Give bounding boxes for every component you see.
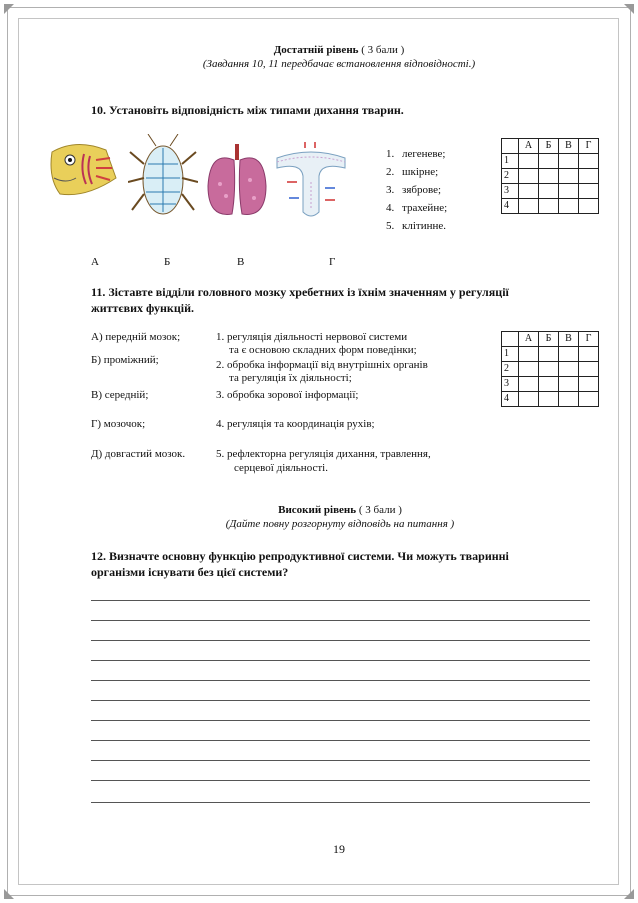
answer-number: 2. bbox=[386, 166, 395, 178]
frame-corner-ornament bbox=[4, 889, 14, 899]
meaning-item-continued: серцевої діяльності. bbox=[234, 462, 328, 474]
frame-corner-ornament bbox=[624, 4, 634, 14]
answer-number: 4. bbox=[386, 202, 395, 214]
task11-question-line2: життєвих функцій. bbox=[91, 301, 194, 315]
answer-line[interactable] bbox=[91, 680, 590, 681]
answer-line[interactable] bbox=[91, 760, 590, 761]
grid-cell[interactable] bbox=[539, 347, 559, 362]
grid-cell[interactable] bbox=[539, 169, 559, 184]
answer-line[interactable] bbox=[91, 720, 590, 721]
answer-line[interactable] bbox=[91, 700, 590, 701]
task12-question-line2: організми існувати без цієї системи? bbox=[91, 565, 289, 579]
insect-trachea-image bbox=[128, 134, 198, 222]
grid-col-header: В bbox=[559, 332, 579, 347]
brain-part-item: Д) довгастий мозок. bbox=[91, 448, 186, 460]
grid-cell[interactable] bbox=[579, 377, 599, 392]
grid-cell[interactable] bbox=[579, 169, 599, 184]
page-number: 19 bbox=[333, 842, 345, 856]
section-medium-points: ( 3 бали ) bbox=[361, 44, 405, 56]
brain-part-item: Г) мозочок; bbox=[91, 418, 146, 430]
section-high-note: (Дайте повну розгорнуту відповідь на питання ) bbox=[225, 518, 455, 530]
task10-answer-item bbox=[386, 184, 441, 196]
grid-cell[interactable] bbox=[559, 154, 579, 169]
grid-cell[interactable] bbox=[519, 362, 539, 377]
grid-cell[interactable] bbox=[559, 347, 579, 362]
grid-cell[interactable] bbox=[559, 184, 579, 199]
section-high-title: Високий рівень bbox=[278, 504, 357, 516]
grid-cell[interactable] bbox=[579, 347, 599, 362]
section-medium-note: (Завдання 10, 11 передбачає встановлення відповідності.) bbox=[202, 58, 476, 70]
task10-answer-grid bbox=[501, 138, 599, 214]
grid-cell[interactable] bbox=[539, 184, 559, 199]
task10-answer-item bbox=[386, 166, 438, 178]
grid-row-header: 2 bbox=[502, 362, 519, 377]
image-label-b: Б bbox=[164, 256, 171, 268]
meaning-item: 5. рефлекторна регуляція дихання, травлення, bbox=[216, 448, 431, 460]
answer-text: трахейне; bbox=[402, 202, 448, 214]
grid-col-header: А bbox=[519, 139, 539, 154]
task12-question-line1: 12. Визначте основну функцію репродуктивної системи. Чи можуть тваринні bbox=[91, 549, 509, 563]
grid-cell[interactable] bbox=[579, 154, 599, 169]
answer-line[interactable] bbox=[91, 802, 590, 803]
grid-cell[interactable] bbox=[559, 377, 579, 392]
grid-col-header: Г bbox=[579, 332, 599, 347]
image-label-a: А bbox=[91, 256, 99, 268]
grid-row-header: 3 bbox=[502, 184, 519, 199]
grid-cell[interactable] bbox=[539, 199, 559, 214]
grid-cell[interactable] bbox=[519, 392, 539, 407]
task11-question-line1: 11. Зіставте відділи головного мозку хребетних із їхнім значенням у регуляції bbox=[91, 285, 509, 299]
grid-cell[interactable] bbox=[539, 362, 559, 377]
grid-row-header: 1 bbox=[502, 154, 519, 169]
meaning-item: 4. регуляція та координація рухів; bbox=[216, 418, 375, 430]
task11-answer-grid bbox=[501, 331, 599, 407]
grid-cell[interactable] bbox=[579, 392, 599, 407]
answer-line[interactable] bbox=[91, 740, 590, 741]
answer-line[interactable] bbox=[91, 600, 590, 601]
grid-cell[interactable] bbox=[539, 392, 559, 407]
grid-col-header: Г bbox=[579, 139, 599, 154]
answer-text: шкірне; bbox=[402, 166, 439, 178]
grid-cell[interactable] bbox=[559, 392, 579, 407]
grid-cell[interactable] bbox=[559, 169, 579, 184]
fish-gills-image bbox=[46, 138, 118, 202]
answer-line[interactable] bbox=[91, 660, 590, 661]
answer-text: зяброве; bbox=[402, 184, 442, 196]
brain-part-item: В) середній; bbox=[91, 389, 149, 401]
grid-cell[interactable] bbox=[519, 347, 539, 362]
answer-number: 5. bbox=[386, 220, 395, 232]
grid-cell[interactable] bbox=[519, 199, 539, 214]
skin-respiration-image bbox=[275, 142, 347, 220]
image-label-g: Г bbox=[329, 256, 336, 268]
grid-cell[interactable] bbox=[519, 377, 539, 392]
grid-cell[interactable] bbox=[539, 377, 559, 392]
task10-question: 10. Установіть відповідність між типами дихання тварин. bbox=[91, 103, 404, 117]
answer-number: 3. bbox=[386, 184, 395, 196]
answer-number: 1. bbox=[386, 148, 395, 160]
grid-cell[interactable] bbox=[559, 362, 579, 377]
answer-line[interactable] bbox=[91, 620, 590, 621]
brain-part-item: Б) проміжний; bbox=[91, 354, 159, 366]
task10-answer-item bbox=[386, 148, 445, 160]
task10-answer-item bbox=[386, 220, 446, 232]
grid-cell[interactable] bbox=[579, 184, 599, 199]
meaning-item: 3. обробка зорової інформації; bbox=[216, 389, 359, 401]
section-high-points: ( 3 бали ) bbox=[358, 504, 402, 516]
grid-cell[interactable] bbox=[579, 199, 599, 214]
section-high-heading bbox=[0, 504, 638, 516]
answer-line[interactable] bbox=[91, 640, 590, 641]
grid-row-header: 4 bbox=[502, 199, 519, 214]
grid-col-header: В bbox=[559, 139, 579, 154]
meaning-item: 1. регуляція діяльності нервової системи bbox=[216, 331, 408, 343]
meaning-item-continued: та регуляція їх діяльності; bbox=[229, 372, 352, 384]
image-label-v: В bbox=[237, 256, 245, 268]
lungs-image bbox=[204, 140, 270, 222]
grid-col-header: Б bbox=[539, 332, 559, 347]
frame-corner-ornament bbox=[624, 889, 634, 899]
grid-row-header: 2 bbox=[502, 169, 519, 184]
answer-line[interactable] bbox=[91, 780, 590, 781]
meaning-item-continued: та є основою складних форм поведінки; bbox=[229, 344, 417, 356]
grid-row-header: 1 bbox=[502, 347, 519, 362]
grid-cell[interactable] bbox=[519, 169, 539, 184]
meaning-item: 2. обробка інформації від внутрішніх органів bbox=[216, 359, 428, 371]
grid-cell[interactable] bbox=[559, 199, 579, 214]
frame-corner-ornament bbox=[4, 4, 14, 14]
section-medium-title: Достатній рівень bbox=[273, 44, 359, 56]
grid-cell[interactable] bbox=[579, 362, 599, 377]
brain-part-item: А) передній мозок; bbox=[91, 331, 181, 343]
answer-text: клітинне. bbox=[402, 220, 446, 232]
task10-answer-item bbox=[386, 202, 447, 214]
grid-col-header: Б bbox=[539, 139, 559, 154]
grid-cell[interactable] bbox=[539, 154, 559, 169]
section-medium-heading bbox=[0, 44, 638, 56]
grid-cell[interactable] bbox=[519, 154, 539, 169]
answer-text: легеневе; bbox=[402, 148, 446, 160]
grid-row-header: 3 bbox=[502, 377, 519, 392]
grid-col-header: А bbox=[519, 332, 539, 347]
grid-cell[interactable] bbox=[519, 184, 539, 199]
grid-row-header: 4 bbox=[502, 392, 519, 407]
